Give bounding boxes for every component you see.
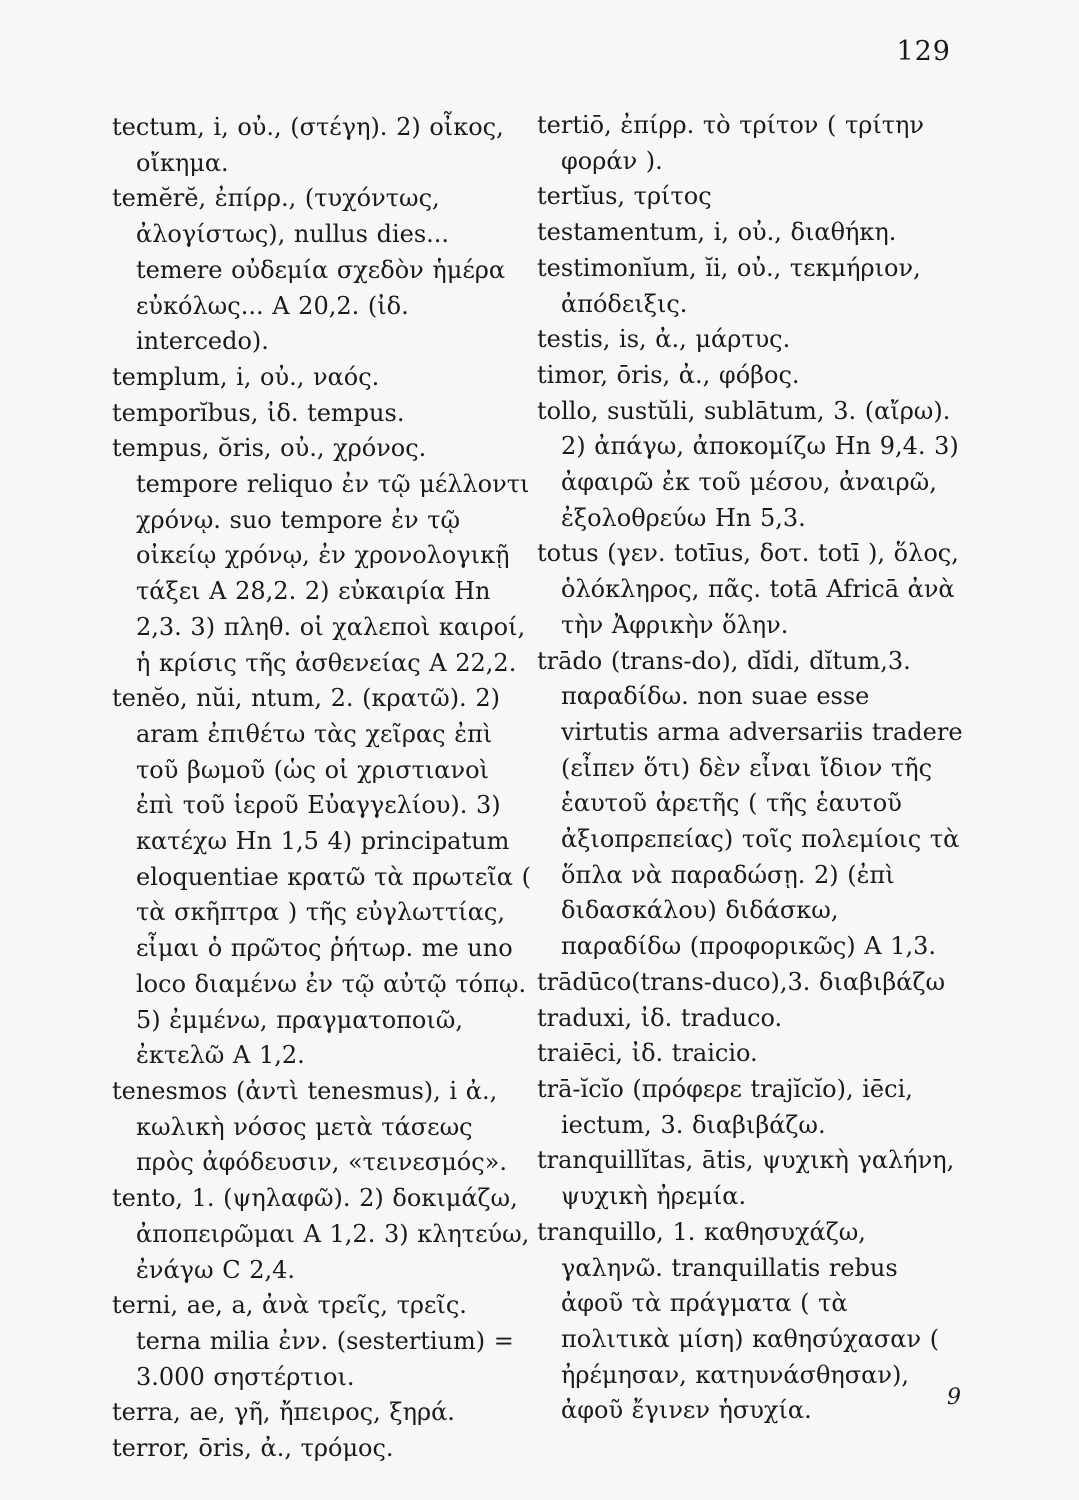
dictionary-entry: tertiō, ἐπίρρ. τὸ τρίτον ( τρίτην φοράν ).	[537, 111, 925, 175]
dictionary-entry: traduxi, ἰδ. traduco.	[537, 1003, 783, 1032]
dictionary-entry: temporĭbus, ἰδ. tempus.	[112, 398, 405, 427]
dictionary-entry: totus (γεν. totīus, δοτ. totī ), ὅλος, ὁλόκληρος, πᾶς. totā Africā ἀνὰ τὴν Ἀφρικὴν ὅλην.	[537, 539, 959, 639]
page-number: 129	[896, 36, 951, 67]
dictionary-entry: trādo (trans-do), dĭdi, dĭtum,3. παραδίδω. non suae esse virtutis arma adversariis tradere (εἶπεν ὅτι) δὲν εἶναι ἴδιον τῆς ἑαυτοῦ ἀρετῆς ( τῆς ἑαυτοῦ ἀξιοπρεπείας) τοῖς πολεμίοις τὰ ὅπλα νὰ παραδώσῃ. 2) (ἐπὶ διδασκάλου) διδάσκω, παραδίδω (προφορικῶς) Α 1,3.	[537, 646, 963, 961]
dictionary-entry: tempus, ŏris, οὐ., χρόνος. tempore reliquo ἐν τῷ μέλλοντι χρόνῳ. suo tempore ἐν τῷ οἰκείῳ χρόνῳ, ἐν χρονολογικῇ τάξει Α 28,2. 2) εὐκαιρία Ηn 2,3. 3) πληθ. οἱ χαλεποὶ καιροί, ἡ κρίσις τῆς ἀσθενείας Α 22,2.	[112, 434, 530, 677]
dictionary-entry: trādūco(trans-duco),3. διαβιβάζω	[537, 967, 946, 996]
dictionary-entry: tenesmos (ἀντὶ tenesmus), i ἀ., κωλικὴ νόσος μετὰ τάσεως πρὸς ἀφόδευσιν, «τεινεσμός».	[112, 1076, 507, 1177]
dictionary-entry: tectum, i, οὐ., (στέγη). 2) οἶκος, οἴκημα.	[112, 113, 504, 177]
dictionary-entry: tenĕo, nŭi, ntum, 2. (κρατῶ). 2) aram ἐπιθέτω τὰς χεῖρας ἐπὶ τοῦ βωμοῦ (ὡς οἱ χριστιανοὶ ἐπὶ τοῦ ἱεροῦ Εὐαγγελίου). 3) κατέχω Ηn 1,5 4) principatum eloquentiae κρατῶ τὰ πρωτεῖα ( τὰ σκῆπτρα ) τῆς εὐγλωττίας, εἶμαι ὁ πρῶτος ῥήτωρ. me uno loco διαμένω ἐν τῷ αὐτῷ τόπῳ. 5) ἐμμένω, πραγματοποιῶ, ἐκτελῶ Α 1,2.	[112, 684, 531, 1070]
dictionary-entry: terra, ae, γῆ, ἤπειρος, ξηρά.	[112, 1398, 455, 1427]
dictionary-entry: temĕrĕ, ἐπίρρ., (τυχόντως, ἀλογίστως), nullus dies... temere οὐδεμία σχεδὸν ἡμέρα εὐκόλως... Α 20,2. (ἰδ. intercedo).	[112, 184, 506, 356]
dictionary-entry: tento, 1. (ψηλαφῶ). 2) δοκιμάζω, ἀποπειρῶμαι Α 1,2. 3) κλητεύω, ἐνάγω C 2,4.	[112, 1184, 530, 1284]
dictionary-entry: testimonĭum, ĭi, οὐ., τεκμήριον, ἀπόδειξις.	[537, 253, 921, 318]
left-column	[112, 110, 532, 1467]
right-column	[537, 108, 963, 1429]
dictionary-entry: trā-ĭcĭo (πρόφερε trajĭcĭo), iēci, iectum, 3. διαβιβάζω.	[537, 1074, 913, 1139]
dictionary-entry: terror, ōris, ἀ., τρόμος.	[112, 1434, 394, 1463]
dictionary-entry: testamentum, i, οὐ., διαθήκη.	[537, 218, 897, 247]
dictionary-entry: traiēci, ἰδ. traicio.	[537, 1039, 758, 1068]
printer-signature: 9	[947, 1385, 961, 1410]
dictionary-entry: templum, i, οὐ., ναός.	[112, 362, 380, 391]
dictionary-entry: tranquillĭtas, ātis, ψυχικὴ γαλήνη, ψυχικὴ ἠρεμία.	[537, 1146, 955, 1211]
dictionary-entry: timor, ōris, ἀ., φόβος.	[537, 360, 800, 389]
dictionary-entry: tollo, sustŭli, sublātum, 3. (αἴρω). 2) ἀπάγω, ἀποκομίζω Ηn 9,4. 3) ἀφαιρῶ ἐκ τοῦ μέσου, ἀναιρῶ, ἐξολοθρεύω Ηn 5,3.	[537, 396, 959, 532]
dictionary-entry: tertĭus, τρίτος	[537, 182, 712, 211]
dictionary-entry: tranquillo, 1. καθησυχάζω, γαληνῶ. tranquillatis rebus ἀφοῦ τὰ πράγματα ( τὰ πολιτικὰ μίση) καθησύχασαν ( ἠρέμησαν, κατηυνάσθησαν), ἀφοῦ ἔγινεν ἡσυχία.	[537, 1217, 940, 1425]
dictionary-entry: testis, is, ἀ., μάρτυς.	[537, 325, 791, 354]
dictionary-entry: terni, ae, a, ἀνὰ τρεῖς, τρεῖς. terna milia ἐνν. (sestertium) = 3.000 σηστέρτιοι.	[112, 1291, 514, 1391]
